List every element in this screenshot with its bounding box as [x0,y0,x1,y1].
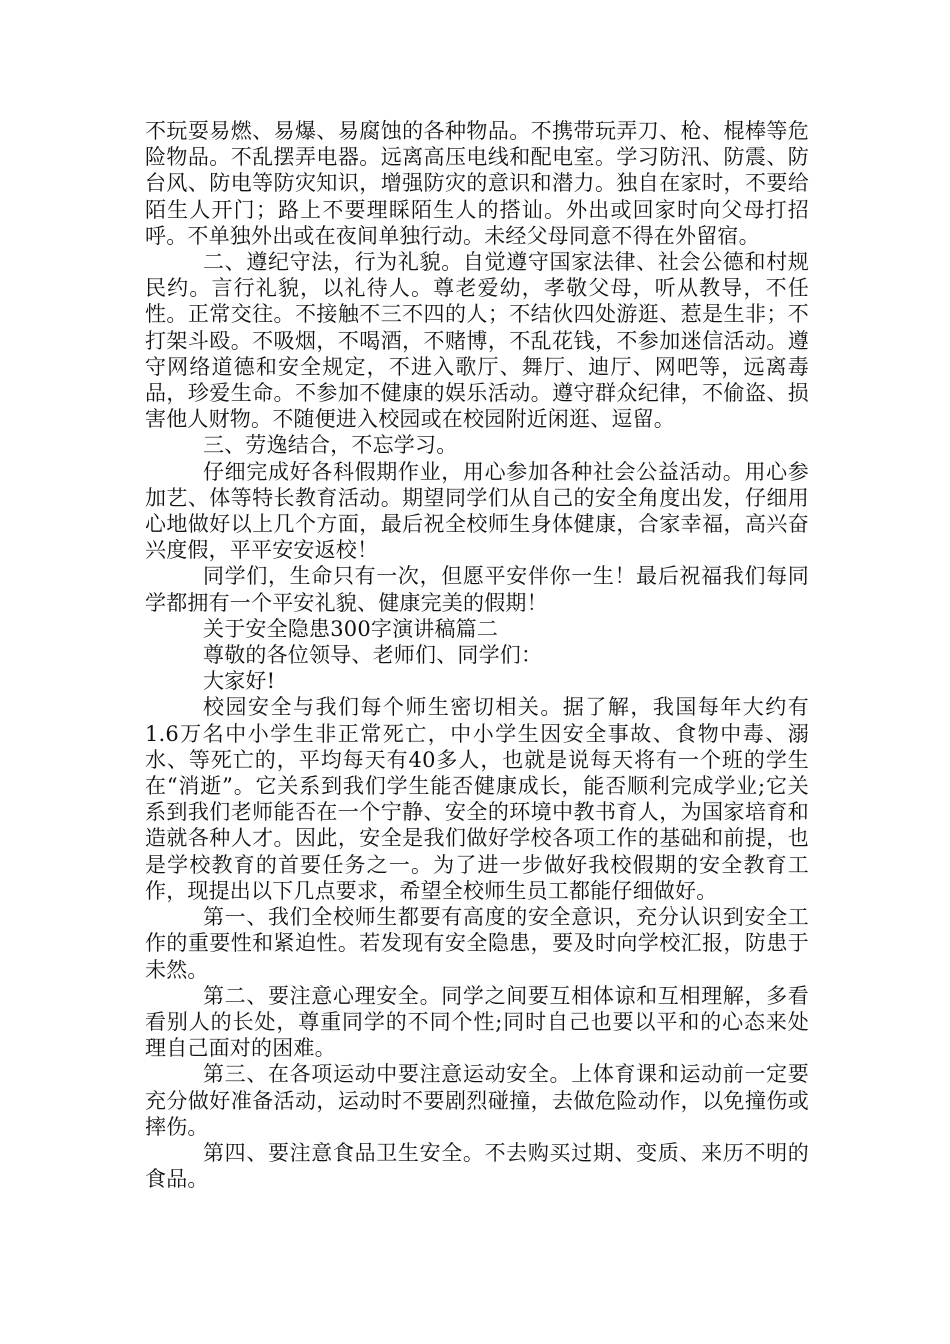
speech-greeting: 大家好! [203,669,276,694]
speech-title: 关于安全隐患300字演讲稿篇二 [203,616,499,641]
paragraph-section-three-heading: 三、劳逸结合，不忘学习。 [203,433,458,458]
paragraph-law-abiding: 二、遵纪守法，行为礼貌。自觉遵守国家法律、社会公德和村规民约。言行礼貌，以礼待人。尊老爱幼，孝敬父母，听从教导，不任性。正常交往。不接触不三不四的人；不结伙四处游逛、惹是生非；不打架斗殴。不吸烟，不喝酒，不赌博，不乱花钱，不参加迷信活动。遵守网络道德和安全规定，不进入歌厅、舞厅、迪厅、网吧等，远离毒品，珍爱生命。不参加不健康的娱乐活动。遵守群众纪律，不偷盗、损害他人财物。不随便进入校园或在校园附近闲逛、逗留。 [145,250,809,432]
paragraph-point-four: 第四、要注意食品卫生安全。不去购买过期、变质、来历不明的食品。 [145,1140,809,1192]
paragraph-safety-items: 不玩耍易燃、易爆、易腐蚀的各种物品。不携带玩弄刀、枪、棍棒等危险物品。不乱摆弄电器。远离高压电线和配电室。学习防汛、防震、防台风、防电等防灾知识，增强防灾的意识和潜力。独自在家时，不要给陌生人开门；路上不要理睬陌生人的搭讪。外出或回家时向父母打招呼。不单独外出或在夜间单独行动。未经父母同意不得在外留宿。 [145,119,809,248]
speech-salutation: 尊敬的各位领导、老师们、同学们： [203,643,543,668]
paragraph-closing-wish: 同学们，生命只有一次，但愿平安伴你一生！最后祝福我们每同学都拥有一个平安礼貌、健康完美的假期！ [145,564,809,615]
document-body [145,118,809,1192]
paragraph-point-three: 第三、在各项运动中要注意运动安全。上体育课和运动前一定要充分做好准备活动，运动时不要剧烈碰撞，去做危险动作，以免撞伤或摔伤。 [145,1062,809,1139]
paragraph-point-one: 第一、我们全校师生都要有高度的安全意识，充分认识到安全工作的重要性和紧迫性。若发现有安全隐患，要及时向学校汇报，防患于未然。 [145,905,809,982]
paragraph-point-two: 第二、要注意心理安全。同学之间要互相体谅和互相理解，多看看别人的长处，尊重同学的不同个性;同时自己也要以平和的心态来处理自己面对的困难。 [145,983,809,1061]
paragraph-homework: 仔细完成好各科假期作业，用心参加各种社会公益活动。用心参加艺、体等特长教育活动。期望同学们从自己的安全角度出发，仔细用心地做好以上几个方面，最后祝全校师生身体健康，合家幸福，高兴奋兴度假，平平安安返校！ [145,459,809,563]
paragraph-campus-safety: 校园安全与我们每个师生密切相关。据了解，我国每年大约有1.6万名中小学生非正常死亡，中小学生因安全事故、食物中毒、溺水、等死亡的，平均每天有40多人，也就是说每天将有一个班的学生在“消逝”。它关系到我们学生能否健康成长，能否顺利完成学业;它关系到我们老师能否在一个宁静、安全的环境中教书育人，为国家培育和造就各种人才。因此，安全是我们做好学校各项工作的基础和前提，也是学校教育的首要任务之一。为了进一步做好我校假期的安全教育工作，现提出以下几点要求，希望全校师生员工都能仔细做好。 [145,695,809,903]
